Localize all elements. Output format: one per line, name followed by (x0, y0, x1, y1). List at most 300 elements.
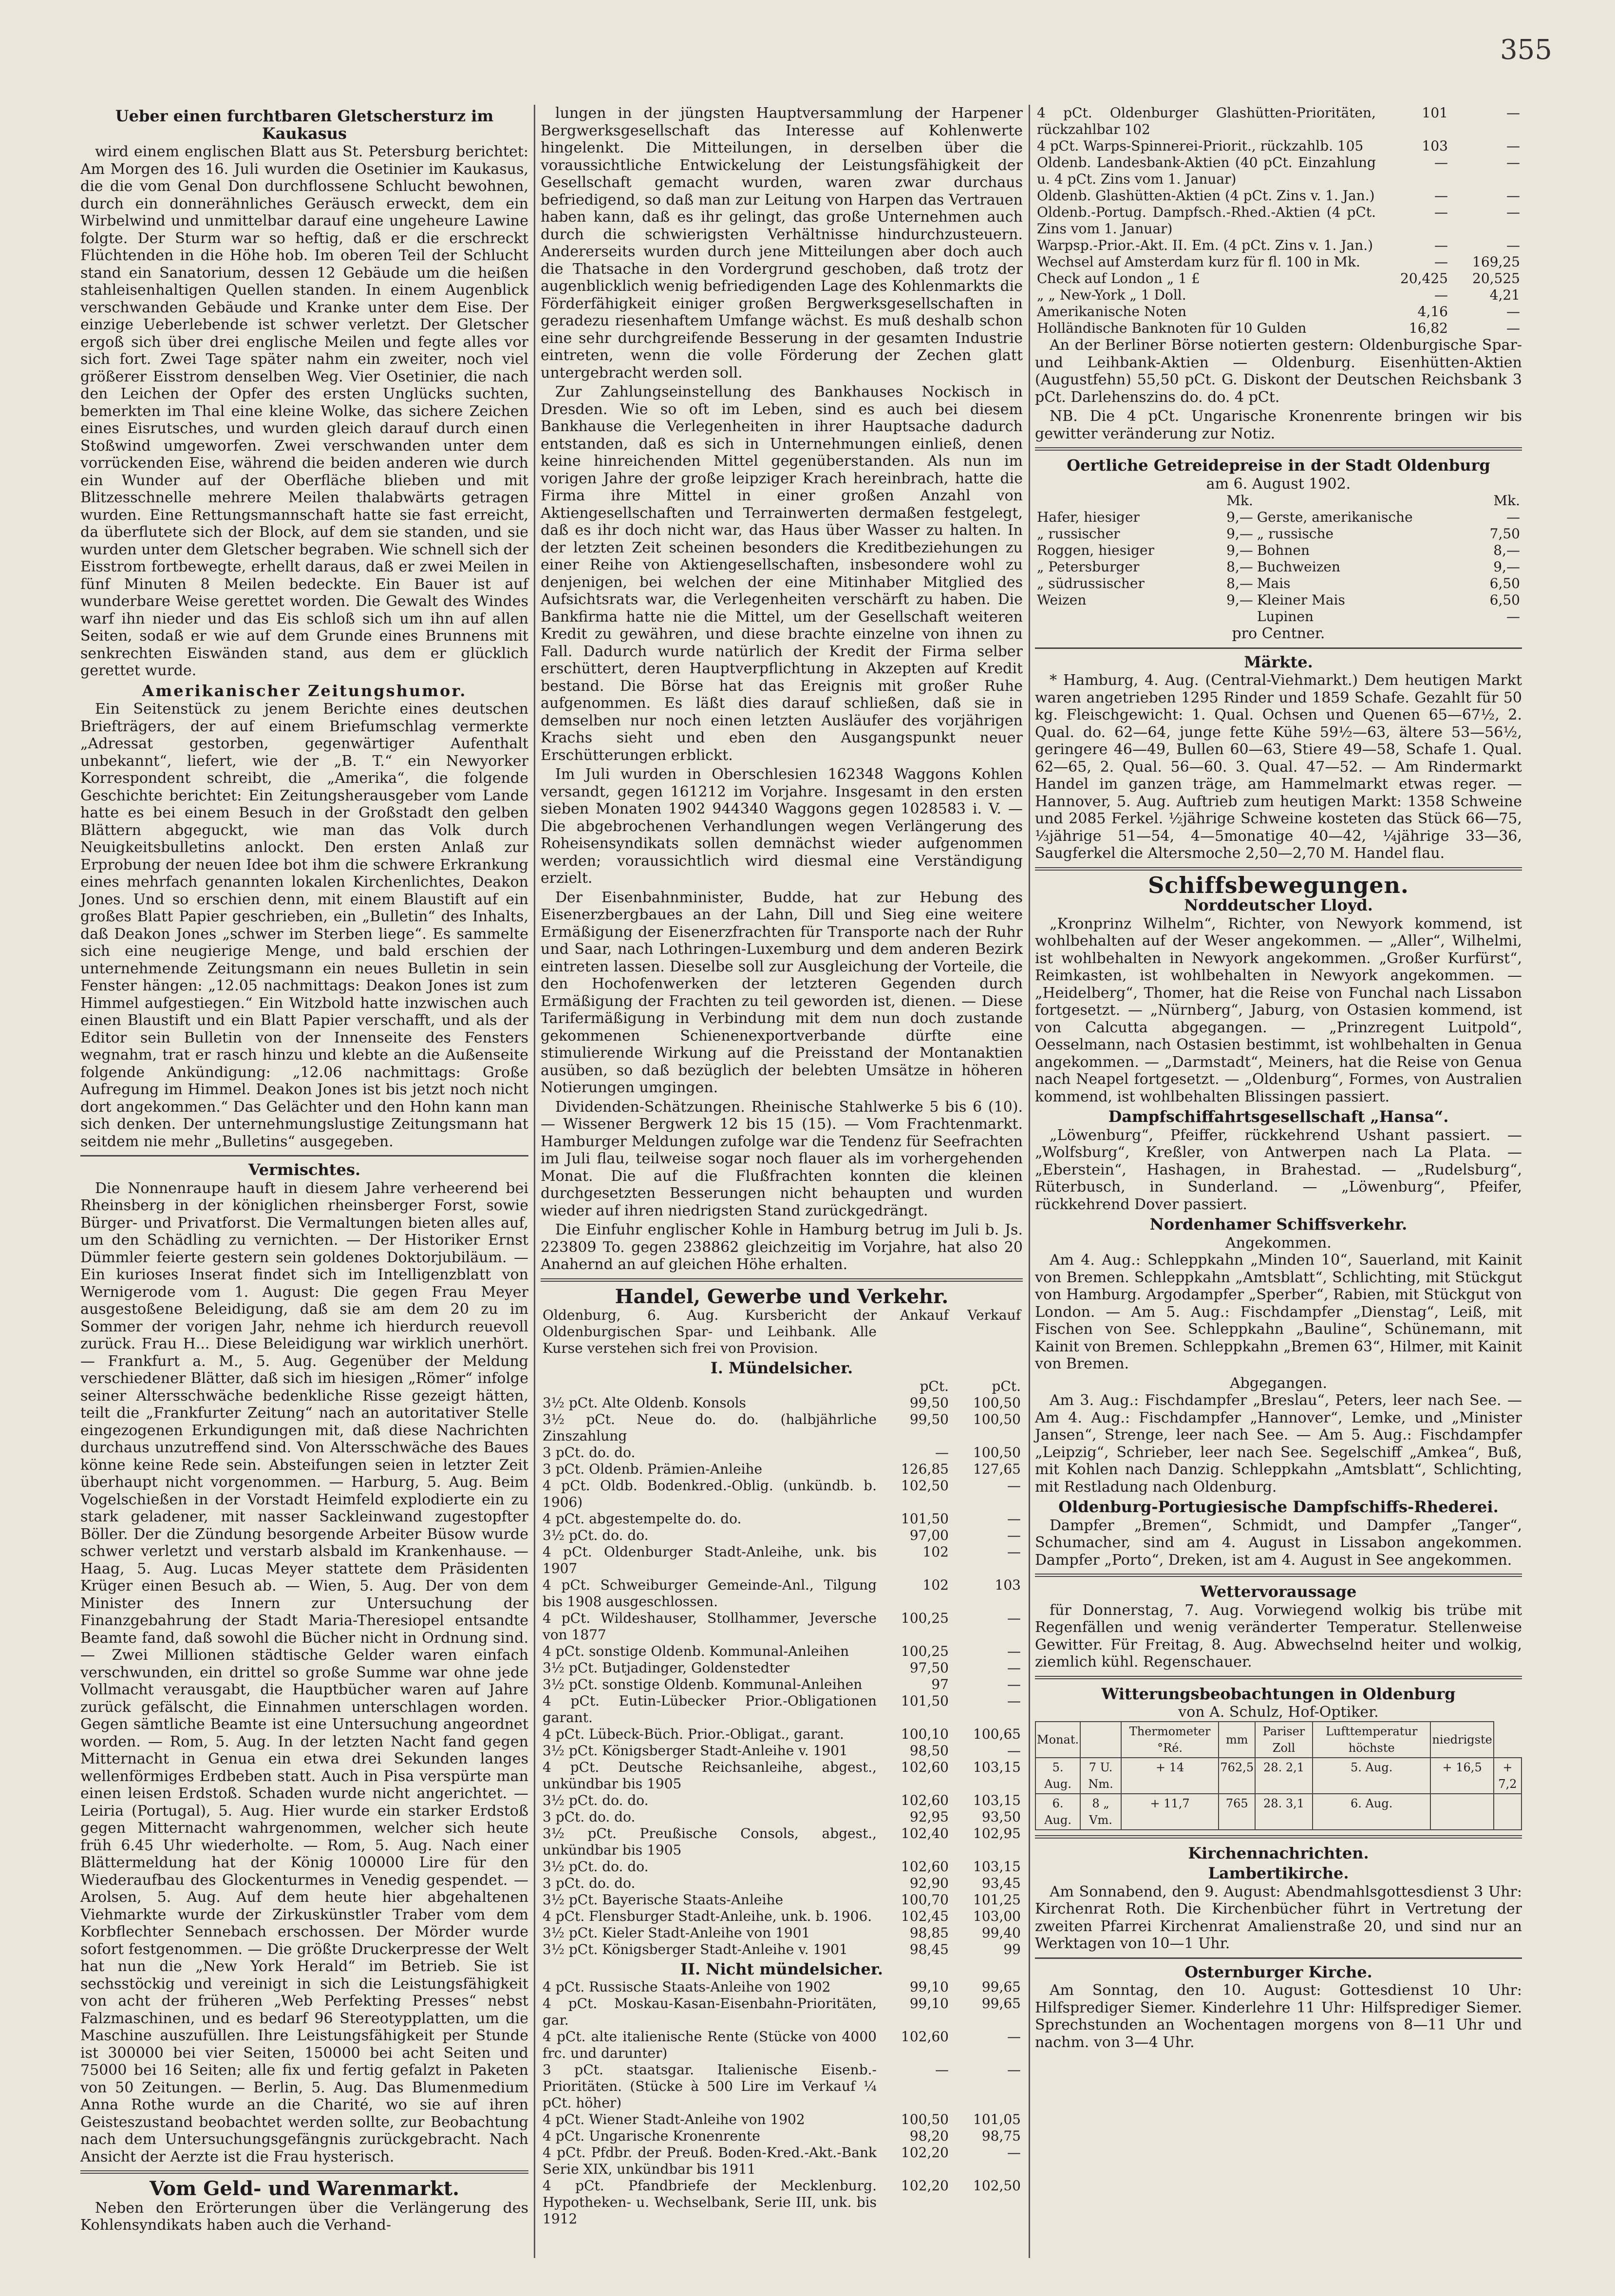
verkauf-price: 103 (995, 1576, 1021, 1593)
grain-row (1035, 608, 1522, 625)
grain-row (1035, 509, 1522, 526)
grain-name: Hafer, hiesiger (1037, 509, 1140, 525)
ankauf-price: 102 (922, 1576, 949, 1593)
divider (1035, 1957, 1522, 1959)
ankauf-price: 99,10 (909, 1979, 949, 1995)
ankauf-price: 102,50 (901, 1477, 949, 1494)
lamberti-headline: Lambertikirche. (1208, 1864, 1349, 1882)
quote-row (541, 1979, 1023, 1995)
ankauf-price: 99,50 (909, 1411, 949, 1427)
security-name: Warpsp.-Prior.-Akt. II. Em. (4 pCt. Zins v. 1. Jan.) (1037, 237, 1373, 253)
quote-row (541, 1444, 1023, 1461)
quote-row (541, 1743, 1023, 1759)
departed-article: Am 3. Aug.: Fischdampfer „Breslau“, Peters, leer nach See. — Am 4. Aug.: Fischdampfer „Hannover“, Lemke, und „Minister Jansen“, Strenge, leer nach See. — Am 5. Aug.: Fischdampfer „Leipzig“, Schrieber, leer nach See. Segelschiff „Amkea“, Buß, mit Kohlen nach Danzig. Schleppkahn „Amtsblatt“, Schlichting, mit Restladung nach Oldenburg. (1035, 1392, 1522, 1496)
quote-row (541, 1478, 1023, 1511)
weather-col-header: mm (1219, 1722, 1255, 1758)
grain-name: „ russischer (1037, 526, 1120, 542)
lamberti-article: Am Sonnabend, den 9. August: Abendmahlsgottesdienst 3 Uhr: Kirchenrat Roth. Die Kirchenbücher führt in Vertretung der zweiten Pfarrei Kirchenrat Amalienstraße 20, und sind nur an Werktagen von 10—1 Uhr. (1035, 1883, 1522, 1952)
quote-row (1035, 188, 1522, 204)
weather-col-header (1080, 1722, 1121, 1758)
grain-price: 7,50 (1489, 526, 1520, 542)
security-name: 4 pCt. abgestempelte do. do. (543, 1510, 742, 1527)
quote-row (541, 2178, 1023, 2227)
market-intro: Neben den Erörterungen über die Verlängerung des Kohlensyndikats haben auch die Verhand- (80, 2199, 528, 2234)
portug-article: Dampfer „Bremen“, Schmidt, und Dampfer „Tanger“, Schumacher, sind am 4. August in Lissabon angekommen. Dampfer „Porto“, Dreken, ist am 4. August in See angekommen. (1035, 1517, 1522, 1569)
weather-cell: + 7,2 (1494, 1758, 1521, 1794)
weather-headline: Wettervoraussage (1200, 1582, 1357, 1601)
bank-article: Zur Zahlungseinstellung des Bankhauses Nockisch in Dresden. Wie so oft im Leben, sind es auch bei diesem Bankhause die Verlegenheiten in ihrer Hauptsache dadurch entstanden, daß es sich in Unternehmungen einließ, denen keine hinreichenden Mittel gegenüberstanden. Als nun im vorigen Jahre der große leipziger Krach hereinbrach, hatte die Firma ihre Mittel in einer großen Anzahl von Aktiengesellschaften und Terrainwerten dermaßen festgelegt, daß es ihr doch nicht war, das Haus über Wasser zu halten. In der letzten Zeit scheinen besonders die Kreditbeziehungen zu einer Reihe von Aktiengesellschaften, insbesondere wohl zu denjenigen, bei welchen der eine Mitinhaber Mitglied des Aufsichtsrats war, die Verlegenheiten verschärft zu haben. Die Bankfirma hatte nie die Mittel, um der Gesellschaft weiteren Kredit zu gewähren, und diese brachte einzelne von ihnen zu Fall. Dadurch wurde natürlich der Kredit der Firma selber erschüttert, deren Hauptverpflichtung in Akzepten auf Kredit bestand. Die Börse hat das Ereignis mit großer Ruhe aufgenommen. Es läßt dies darauf schließen, daß sie in demselben nur noch einen letzten Ausläufer des vorjährigen Krachs sieht und eben den Ausgangspunkt neuer Erschütterungen erblickt. (541, 383, 1023, 764)
ankauf-price: — (935, 1444, 949, 1461)
ankauf-price: — (1434, 154, 1448, 171)
verkauf-price: 93,50 (981, 1808, 1021, 1825)
maerkte-headline: Märkte. (1244, 652, 1313, 671)
security-name: Check auf London „ 1 £ (1037, 270, 1200, 286)
weather-cell: 5. Aug. (1035, 1758, 1080, 1794)
ankauf-price: — (1434, 204, 1448, 220)
grain-name: Buchweizen (1257, 559, 1341, 575)
section-header: I. Mündelsicher. (710, 1359, 853, 1377)
grain-foot: pro Centner. (1232, 625, 1325, 642)
weather-col-header: Pariser Zoll (1255, 1722, 1313, 1758)
osternburg-article: Am Sonntag, den 10. August: Gottesdienst 10 Uhr: Hilfsprediger Siemer. Kinderlehre 11 Uhr: Hilfsprediger Siemer. Sprechstunden an Wochentagen morgens von 8—11 Uhr und nachm. von 3—4 Uhr. (1035, 1982, 1522, 2051)
security-name: 3½ pCt. sonstige Oldenb. Kommunal-Anleihen (543, 1676, 863, 1692)
quote-row (1035, 320, 1522, 337)
security-name: 4 pCt. Schweiburger Gemeinde-Anl., Tilgung bis 1908 ausgeschlossen. (543, 1576, 877, 1610)
column-divider (534, 105, 535, 2258)
security-name: 4 pCt. Russische Staats-Anleihe von 1902 (543, 1979, 831, 1995)
ankauf-price: 100,70 (901, 1891, 949, 1908)
market-headline: Vom Geld- und Warenmarkt. (149, 2177, 460, 2200)
weather-cell: 28. 3,1 (1255, 1794, 1313, 1830)
import-article: Die Einfuhr englischer Kohle in Hamburg betrug im Juli b. Js. 223809 To. gegen 238862 gleichzeitig im Vorjahre, hat also 20 Anahernd an auf gleichen Höhe erhalten. (541, 1221, 1023, 1273)
dividend-article: Dividenden-Schätzungen. Rheinische Stahlwerke 5 bis 6 (10). — Wissener Bergwerk 12 bis 15 (15). — Vom Frachtenmarkt. Hamburger Meldungen zufolge war die Tendenz für Seefrachten im Juli flau, teilweise sogar noch flauer als im vorhergehenden Monat. Die auf die Flußfrachten konnten die kleinen durchgesetzten Besserungen nicht behaupten und wurden wieder auf ihren niedrigsten Stand zurückgedrängt. (541, 1098, 1023, 1219)
verkauf-price: — (1506, 320, 1520, 336)
security-name: 4 pCt. Pfdbr. der Preuß. Boden-Kred.-Akt.-Bank Serie XIX, unkündbar bis 1911 (543, 2144, 877, 2177)
grain-price: 6,50 (1489, 592, 1520, 608)
ankauf-price: 98,45 (909, 1941, 949, 1957)
verkauf-price: 169,25 (1472, 254, 1520, 270)
ankauf-price: 100,10 (901, 1726, 949, 1742)
rail-article: Der Eisenbahnminister, Budde, hat zur Hebung des Eisenerzbergbaues an der Lahn, Dill und Sieg eine weitere Ermäßigung der Eisenerzfrachten für Transporte nach der Ruhr und Saar, nach Lothringen-Luxemburg und dem anderen Bezirk eintreten lassen. Dieselbe soll zur Ausgleichung der Vorteile, die den Hochofenwerken der letzteren Gegenden durch Ermäßigung der Frachten zu teil geworden ist, dienen. — Diese Tarifermäßigung in Verbindung mit dem nun doch zustande gekommenen Schienenexportverbande dürfte eine stimulierende Wirkung auf die Preisstand der Montanaktien ausüben, so daß bezüglich der belebten Umsätze in höheren Notierungen umgingen. (541, 889, 1023, 1096)
grain-name: Roggen, hiesiger (1037, 542, 1154, 558)
verkauf-price: — (1007, 2029, 1021, 2045)
grain-headline: Oertliche Getreidepreise in der Stadt Oldenburg (1067, 456, 1490, 474)
verkauf-price: — (1007, 2062, 1021, 2078)
verkauf-price: 100,65 (973, 1726, 1021, 1742)
ankauf-price: 126,85 (901, 1461, 949, 1477)
verkauf-price: — (1007, 1692, 1021, 1709)
page-number: 355 (1500, 34, 1552, 66)
observations-sub: von A. Schulz, Hof-Optiker. (1178, 1704, 1379, 1721)
weather-row (1035, 1794, 1521, 1830)
ankauf-price: 100,50 (901, 2111, 949, 2127)
security-name: Wechsel auf Amsterdam kurz für fl. 100 in Mk. (1037, 254, 1360, 270)
verkauf-price: — (1506, 188, 1520, 204)
security-name: 4 pCt. Wiener Stadt-Anleihe von 1902 (543, 2111, 805, 2127)
quote-row (541, 1825, 1023, 1859)
verkauf-price: — (1007, 1742, 1021, 1759)
ankauf-price: — (935, 2062, 949, 2078)
unit-header: Mk. (1226, 493, 1253, 509)
weather-cell: 7 U. Nm. (1080, 1758, 1121, 1794)
nb-note: NB. Die 4 pCt. Ungarische Kronenrente bringen wir bis gewitter veränderung zur Notiz. (1035, 408, 1522, 442)
quote-row (541, 2111, 1023, 2128)
grain-name: Mais (1257, 575, 1291, 591)
section-header: II. Nicht mündelsicher. (680, 1959, 883, 1978)
verkauf-price: 103,15 (973, 1792, 1021, 1808)
grain-table (1035, 493, 1522, 625)
quote-row (541, 1544, 1023, 1577)
verkauf-price: 102,50 (973, 2178, 1021, 2194)
quote-row (1035, 270, 1522, 287)
verkauf-price: 100,50 (973, 1411, 1021, 1427)
grain-row (1035, 575, 1522, 592)
pct-header: pCt. (992, 1378, 1021, 1394)
security-name: Oldenb. Glashütten-Aktien (4 pCt. Zins v. 1. Jan.) (1037, 188, 1375, 204)
grain-price: 9,— (1226, 592, 1253, 608)
quote-row (541, 1925, 1023, 1941)
ankauf-header: Ankauf (900, 1307, 949, 1323)
quote-row (1035, 105, 1522, 138)
security-name: 4 pCt. Deutsche Reichsanleihe, abgest., unkündbar bis 1905 (543, 1759, 877, 1792)
verkauf-price: 100,50 (973, 1444, 1021, 1461)
security-name: 3½ pCt. Butjadinger, Goldenstedter (543, 1659, 790, 1676)
grain-price: 9,— (1493, 559, 1520, 575)
lloyd-article: „Kronprinz Wilhelm“, Richter, von Newyork kommend, ist wohlbehalten auf der Weser angekommen. — „Aller“, Wilhelmi, ist wohlbehalten in Newyork angekommen. „Großer Kurfürst“, Reimkasten, ist wohlbehalten in Newyork angekommen. — „Heidelberg“, Thomer, hat die Reise von Funchal nach Lissabon fortgesetzt. — „Nürnberg“, Jaburg, von Ostasien kommend, ist von Calcutta abgegangen. — „Prinzregent Luitpold“, Oesselmann, nach Ostasien bestimmt, ist wohlbehalten in Genua angekommen. — „Darmstadt“, Meiners, hat die Reise von Genua nach Neapel fortgesetzt. — „Oldenburg“, Formes, von Australien kommend, ist wohlbehalten Blissingen passiert. (1035, 915, 1522, 1105)
grain-name: „ russische (1257, 526, 1334, 542)
ankauf-price: 97 (931, 1676, 949, 1692)
ankauf-price: 102,20 (901, 2178, 949, 2194)
ankauf-price: 100,25 (901, 1643, 949, 1659)
glacier-article: wird einem englischen Blatt aus St. Petersburg berichtet: Am Morgen des 16. Juli wurden die Osetinier im Kaukasus, die die vom Genal Don durchflossene Schlucht bewohnen, durch ein donnerähnliches Geräusch erweckt, dem ein Wirbelwind und unmittelbar darauf eine ungeheure Lawine folgte. Der Sturm war so heftig, daß er die erschreckt Flüchtenden in die Höhe hob. Im oberen Teil der Schlucht stand ein Sanatorium, dessen 12 Gebäude um die heißen stahleisenhaltigen Quellen standen. In einem Augenblick verschwanden Gebäude und Kranke unter dem Eise. Der einzige Ueberlebende ist schwer verletzt. Der Gletscher ergoß sich über drei englische Meilen und fegte alles vor sich fort. Zwei Tage später nahm ein zweiter, noch viel größerer Eisstrom denselben Weg. Vier Osetinier, die nach den Leichen der Opfer des ersten Unglücks suchten, bemerkten im Thal eine kleine Wolke, das sichere Zeichen eines Eisrutsches, und wurden gleich darauf durch einen Stoßwind umgeworfen. Zwei verschwanden unter dem vorrückenden Eise, während die beiden anderen wie durch ein Wunder auf der Oberfläche blieben und mit Blitzesschnelle mehrere Meilen thalabwärts getragen wurden. Eine Rettungsmannschaft hatte sie fast erreicht, da überflutete sich der Block, auf dem sie standen, und sie wurden unter dem Gletscher begraben. Wie schnell sich der Eisstrom fortbewegte, erhellt daraus, daß er zwei Meilen in fünf Minuten 8 Meilen bedeckte. Ein Bauer ist auf wunderbare Weise gerettet worden. Die Gewalt des Windes warf ihn nieder und das Eis schloß sich um ihn auf allen Seiten, sodaß er wie auf dem Grunde eines Brunnens mit senkrechten Eiswänden stand, aus dem er glücklich gerettet wurde. (80, 143, 528, 679)
hansa-article: „Löwenburg“, Pfeiffer, rückkehrend Ushant passiert. — „Wolfsburg“, Kreßler, von Antwerpen nach La Plata. — „Eberstein“, Hashagen, in Brahestad. — „Rudelsburg“, Rüterbusch, in Sunderland. — „Löwenburg“, Pfeifer, rückkehrend Dover passiert. (1035, 1126, 1522, 1213)
quote-row (541, 2062, 1023, 2111)
security-name: 4 pCt. Oldenburger Glashütten-Prioritäten, rückzahlbar 102 (1037, 105, 1376, 137)
glacier-headline: Ueber einen furchtbaren Gletschersturz im Kaukasus (115, 107, 494, 143)
security-name: 4 pCt. Eutin-Lübecker Prior.-Obligationen garant. (543, 1692, 877, 1726)
verkauf-price: 99,65 (981, 1979, 1021, 1995)
observations-headline: Witterungsbeobachtungen in Oldenburg (1101, 1684, 1456, 1703)
verkauf-price: — (1506, 237, 1520, 253)
lloyd-headline: Norddeutscher Lloyd. (1184, 896, 1373, 914)
verkauf-price: 99 (1003, 1941, 1021, 1957)
quote-row (541, 1875, 1023, 1892)
quote-row (541, 1995, 1023, 2029)
divider (541, 1278, 1023, 1283)
security-name: 3 pCt. do. do. (543, 1875, 636, 1891)
ankauf-price: 98,50 (909, 1742, 949, 1759)
weather-cell: 765 (1219, 1794, 1255, 1830)
grain-name: „ Petersburger (1037, 559, 1140, 575)
security-name: 3½ pCt. do. do. (543, 1792, 649, 1808)
quote-row (541, 1577, 1023, 1610)
weather-table (1035, 1721, 1522, 1830)
arrived-article: Am 4. Aug.: Schleppkahn „Minden 10“, Sauerland, mit Kainit von Bremen. Schleppkahn „Amtsblatt“, Schlichting, mit Stückgut von Hamburg. Argodampfer „Sperber“, Rabien, mit Stückgut von London. — Am 5. Aug.: Fischdampfer „Dienstag“, Leiß, mit Fischen von See. Schleppkahn „Bauline“, Schünemann, mit Kainit von Bremen. Schleppkahn „Bremen 63“, Hilmer, mit Kainit von Bremen. (1035, 1252, 1522, 1372)
quote-row (541, 1527, 1023, 1544)
portug-headline: Oldenburg-Portugiesische Dampfschiffs-Rhederei. (1058, 1498, 1499, 1516)
grain-row (1035, 542, 1522, 559)
weather-cell: 28. 2,1 (1255, 1758, 1313, 1794)
ankauf-price: 102,45 (901, 1908, 949, 1924)
security-name: 3 pCt. do. do. (543, 1444, 636, 1461)
verkauf-price: 102,95 (973, 1825, 1021, 1841)
verkauf-price: 99,40 (981, 1924, 1021, 1941)
security-name: 3½ pCt. Neue do. do. (halbjährliche Zinszahlung (543, 1411, 877, 1444)
security-name: 4 pCt. Oldenburger Stadt-Anleihe, unk. bis 1907 (543, 1543, 877, 1576)
bond-table-2 (541, 1979, 1023, 2227)
security-name: 3 pCt. do. do. (543, 1808, 636, 1825)
bond-table-1 (541, 1378, 1023, 1958)
ankauf-price: 100,25 (901, 1610, 949, 1626)
weather-row (1035, 1758, 1521, 1794)
misc-headline: Vermischtes. (248, 1160, 361, 1179)
grain-name: Gerste, amerikanische (1257, 509, 1413, 525)
ankauf-price: 99,50 (909, 1394, 949, 1411)
weather-cell: + 16,5 (1430, 1758, 1493, 1794)
verkauf-price: — (1007, 1527, 1021, 1543)
ankauf-price: 4,16 (1417, 304, 1448, 320)
verkauf-price: — (1007, 1543, 1021, 1560)
security-name: 3½ pCt. Kieler Stadt-Anleihe von 1901 (543, 1924, 810, 1941)
ankauf-price: 97,00 (909, 1527, 949, 1543)
weather-cell: + 11,7 (1121, 1794, 1219, 1830)
security-name: Amerikanische Noten (1037, 304, 1187, 320)
maerkte-article: * Hamburg, 4. Aug. (Central-Viehmarkt.) Dem heutigen Markt waren angetrieben 1295 Rinder und 1859 Schafe. Gezahlt für 50 kg. Fleischgewicht: 1. Qual. Ochsen und Quenen 65—67½, 2. Qual. do. 62—64, junge fette Kühe 59½—63, ältere 53—56½, geringere 46—49, Bullen 60—63, Stiere 49—58, Schafe 1. Qual. 62—65, 2. Qual. 56—60. 3. Qual. 47—52. — Am Rindermarkt Handel im ganzen träge, am Hammelmarkt etwas reger. — Hannover, 5. Aug. Auftrieb zum heutigen Markt: 1358 Schweine und 2085 Ferkel. ½jährige Schweine kosteten das Stück 66—75, ⅓jährige 51—54, 4—5monatige 40—42, ¼jährige 33—36, Saugferkel die Altersmoche 2,50—2,70 M. Handel flau. (1035, 672, 1522, 862)
ankauf-price: 103 (1422, 138, 1448, 154)
verkauf-price: 4,21 (1489, 287, 1520, 303)
quote-row (541, 1461, 1023, 1478)
quote-row (541, 1676, 1023, 1693)
security-name: Oldenb.-Portug. Dampfsch.-Rhed.-Aktien (4 pCt. Zins vom 1. Januar) (1037, 204, 1376, 237)
grain-price: 8,— (1493, 542, 1520, 558)
weather-col-header: Thermometer °Ré. (1121, 1722, 1219, 1758)
humor-article: Ein Seitenstück zu jenem Berichte eines deutschen Briefträgers, der auf einem Briefumschlag vermerkte „Adressat gestorben, gegenwärtiger Aufenthalt unbekannt“, liefert, wie der „B. T.“ ein Newyorker Korrespondent schreibt, die „Amerika“, die folgende Geschichte berichtet: Ein Zeitungsherausgeber vom Lande hatte es bei einem Besuch in der Großstadt den gelben Blättern abgeguckt, wie man das Volk durch Neuigkeitsbulletins anlockt. Den ersten Anlaß zur Erprobung der neuen Idee bot ihm die schwere Erkrankung eines mehrfach genannten lokalen Kirchenlichtes, Deakon Jones. Und so erschien denn, mit einem Blaustift auf ein großes Blatt Papier geschrieben, ein „Bulletin“ des Inhalts, daß Deakon Jones „schwer im Sterben liege“. Es sammelte sich eine neugierige Menge, und bald erschien der unternehmende Zeitungsmann ein neues Bulletin in sein Fenster hängen: „12.05 nachmittags: Deakon Jones ist zum Himmel aufgestiegen.“ Ein Witzbold hatte inzwischen auch einen Blaustift und ein Blatt Papier verschafft, und als der Editor sein Bulletin von der Innenseite des Fensters wegnahm, trat er rasch hinzu und klebte an die Außenseite folgende Ankündigung: „12.06 nachmittags: Große Aufregung im Himmel. Deakon Jones ist bis jetzt noch nicht dort angekommen.“ Das Gelächter und den Hohn kann man sich denken. Der unternehmungslustige Zeitungsmann hat seitdem nie mehr „Bulletins“ ausgegeben. (80, 701, 528, 1150)
quote-row (541, 1693, 1023, 1726)
ankauf-price: 101,50 (901, 1510, 949, 1527)
weather-col-header: niedrigste (1430, 1722, 1493, 1758)
quote-row (541, 1726, 1023, 1743)
ankauf-price: 102,60 (901, 2029, 949, 2045)
trade-intro: Oldenburg, 6. Aug. Kursbericht der Oldenburgischen Spar- und Leihbank. Alle Kurse verstehen sich frei von Provision. (543, 1307, 877, 1356)
grain-price: 6,50 (1489, 575, 1520, 591)
verkauf-price: — (1007, 1510, 1021, 1527)
security-name: 3 pCt. staatsgar. Italienische Eisenb.-Prioritäten. (Stücke à 500 Lire im Verkauf ¼ pCt. höher) (543, 2062, 877, 2111)
quote-row (541, 2029, 1023, 2062)
ankauf-price: 92,95 (909, 1808, 949, 1825)
grain-name: Kleiner Mais (1257, 592, 1345, 608)
security-name: 3½ pCt. Preußische Consols, abgest., unkündbar bis 1905 (543, 1825, 877, 1858)
weather-cell: + 14 (1121, 1758, 1219, 1794)
quote-row (541, 1908, 1023, 1925)
weather-article: für Donnerstag, 7. Aug. Vorwiegend wolkig bis trübe mit Regenfällen und wenig veränderter Temperatur. Stellenweise Gewitter. Für Freitag, 8. Aug. Abwechselnd heiter und wolkig, ziemlich kühl. Regenschauer. (1035, 1601, 1522, 1670)
verkauf-price: — (1506, 204, 1520, 220)
quote-row (1035, 237, 1522, 254)
ankauf-price: 97,50 (909, 1659, 949, 1676)
verkauf-price: — (1007, 2144, 1021, 2161)
misc-article: Die Nonnenraupe hauft in diesem Jahre verheerend bei Rheinsberg in der königlichen rheinsberger Forst, sowie Bürger- und Privatforst. Die Vermaltungen bieten alles auf, um den Schädling zu vernichten. — Der Historiker Ernst Dümmler feierte gestern sein goldenes Doktorjubiläum. — Ein kurioses Inserat findet sich im Intelligenzblatt von Wernigerode vom 1. August: Die gegen Frau Meyer ausgestoßene Beleidigung, daß sie am dem 20 zu im Sommer der vorigen Jahr, nehme ich hierdurch reuevoll zurück. Frau H... Diese Beleidigung war wirklich unerhört. — Frankfurt a. M., 5. Aug. Gegenüber der Meldung verschiedener Blätter, daß sich im hiesigen „Römer“ infolge seiner Altersschwäche bedenkliche Risse gezeigt hätten, teilt die „Frankfurter Zeitung“ nach an autoritativer Stelle eingezogenen Erkundigungen mit, daß diese Nachrichten durchaus unzutreffend sind. Von Altersschwäche des Baues könne keine Rede sein. Absteifungen seien in letzter Zeit überhaupt nicht vorgenommen. — Harburg, 5. Aug. Beim Vogelschießen in der Vorstadt Heimfeld explodierte ein zu stark geladener, mit nasser Sackleinwand zugestopfter Böller. Der die Zündung besorgende Arbeiter Büsow wurde schwer verletzt und verstarb alsbald im Krankenhause. — Haag, 5. Aug. Lucas Meyer stattete dem Präsidenten Krüger einen Besuch ab. — Wien, 5. Aug. Der von dem Minister des Innern zur Untersuchung der Finanzgebahrung der Stadt Maria-Theresiopel entsandte Beamte fand, daß sowohl die Bücher nicht in Ordnung sind. — Zwei Millionen städtische Gelder waren einfach verschwunden, ein drittel so große Summe war ohne jede Vollmacht verausgabt, die Hauptbücher waren auf Jahre zurück gefälscht, die Einnahmen unterschlagen worden. Gegen sämtliche Beamte ist eine Untersuchung angeordnet worden. — Rom, 5. Aug. In der letzten Nacht fand gegen Mitternacht in Genua ein etwa drei Sekunden langes wellenförmiges Erdbeben statt. Auch in Pisa verspürte man einen leisen Erdstoß. Schaden wurde nicht angerichtet. — Leiria (Portugal), 5. Aug. Hier wurde ein starker Erdstoß gegen Mitternacht wahrgenommen, welcher sich heute früh 6.45 Uhr wiederholte. — Rom, 5. Aug. Nach einer Blättermeldung hat der König 100000 Lire für den Wiederaufbau des Glockenturmes in Venedig gespendet. — Arolsen, 5. Aug. Auf dem heute hier abgehaltenen Viehmarkte wurde der Zirkuskünstler Traber vom dem Korbflechter Sennebach erschossen. Der Mörder wurde sofort festgenommen. — Die größte Druckerpresse der Welt hat nun die „New York Herald“ im Betrieb. Sie ist sechsstöckig und vereinigt in sich die Leistungsfähigkeit von acht der früheren „Web Perfekting Presses“ nebst Falzmaschinen, und es bedarf 96 Stereotypplatten, um die Maschine auszufüllen. Ihre Leistungsfähigkeit per Stunde ist 300000 bei vier Seiten, 150000 bei acht Seiten und 75000 bei 16 Seiten; alle fix und fertig gefalzt in Paketen von 50 Zeitungen. — Berlin, 5. Aug. Das Blumenmedium Anna Rothe wurde an die Charité, wo sie auf ihren Geisteszustand beobachtet werden sollte, zur Beobachtung nach dem Untersuchungsgefängnis zurückgebracht. Nach Ansicht der Aerzte ist die Frau hysterisch. (80, 1179, 528, 2165)
quote-header (541, 1307, 1023, 1357)
verkauf-price: — (1007, 1676, 1021, 1692)
humor-headline: Amerikanischer Zeitungshumor. (142, 681, 467, 700)
quote-row (541, 1892, 1023, 1908)
osternburg-headline: Osternburger Kirche. (1184, 1962, 1372, 1981)
security-name: „ „ New-York „ 1 Doll. (1037, 287, 1186, 303)
quote-row (1035, 154, 1522, 188)
verkauf-price: — (1007, 1477, 1021, 1494)
pct-header: pCt. (920, 1378, 949, 1394)
verkauf-price: 127,65 (973, 1461, 1021, 1477)
divider (80, 1155, 528, 1157)
grain-row (1035, 526, 1522, 542)
ships-headline: Schiffsbewegungen. (1148, 872, 1409, 898)
berlin-note: An der Berliner Börse notierten gestern: Oldenburgische Spar- und Leihbank-Aktien — Oldenburg. Eisenhütten-Aktien (Augustfehn) 55,50 pCt. G. Diskont der Deutschen Reichsbank 3 pCt. Darlehenszins do. do. 4 pCt. (1035, 337, 1522, 406)
weather-cell: 6. Aug. (1035, 1794, 1080, 1830)
unit-header: Mk. (1493, 493, 1520, 509)
security-name: 4 pCt. alte italienische Rente (Stücke von 4000 frc. und darunter) (543, 2029, 877, 2061)
ankauf-price: 101 (1422, 105, 1448, 121)
ankauf-price: 102,60 (901, 1792, 949, 1808)
verkauf-header: Verkauf (967, 1307, 1021, 1323)
ankauf-price: 102,60 (901, 1858, 949, 1875)
quote-row (1035, 304, 1522, 320)
verkauf-price: 20,525 (1472, 270, 1520, 286)
quote-row (541, 1792, 1023, 1809)
grain-price: 9,— (1226, 542, 1253, 558)
grain-name: „ südrussischer (1037, 575, 1145, 591)
ankauf-price: 16,82 (1408, 320, 1448, 336)
security-name: 4 pCt. Flensburger Stadt-Anleihe, unk. b. 1906. (543, 1908, 872, 1924)
security-name: 4 pCt. Ungarische Kronenrente (543, 2128, 760, 2144)
trade-headline: Handel, Gewerbe und Verkehr. (615, 1285, 949, 1308)
divider (1035, 447, 1522, 452)
grain-price: 8,— (1226, 559, 1253, 575)
verkauf-price: — (1007, 1643, 1021, 1659)
security-name: 3½ pCt. do. do. (543, 1527, 649, 1543)
grain-row (1035, 559, 1522, 575)
security-name: 3 pCt. Oldenb. Prämien-Anleihe (543, 1461, 763, 1477)
grain-price: — (1506, 509, 1520, 525)
ankauf-price: 98,20 (909, 2128, 949, 2144)
ankauf-price: 92,90 (909, 1875, 949, 1891)
verkauf-price: 98,75 (981, 2128, 1021, 2144)
quote-row (541, 1411, 1023, 1444)
grain-price (1183, 608, 1255, 625)
divider (1035, 1835, 1522, 1840)
quote-row (1035, 204, 1522, 237)
column-divider (1029, 105, 1030, 2258)
verkauf-price: 103,00 (973, 1908, 1021, 1924)
quote-row (541, 1660, 1023, 1676)
weather-col-header: Lufttemperatur höchste (1313, 1722, 1430, 1758)
ankauf-price: — (1434, 188, 1448, 204)
verkauf-price: 93,45 (981, 1875, 1021, 1891)
security-name: 4 pCt. Moskau-Kasan-Eisenbahn-Prioritäten, gar. (543, 1995, 877, 2028)
nordenham-headline: Nordenhamer Schiffsverkehr. (1149, 1215, 1408, 1233)
weather-cell: 762,5 (1219, 1758, 1255, 1794)
quote-row (541, 2144, 1023, 2178)
divider (1035, 867, 1522, 872)
verkauf-price: — (1506, 154, 1520, 171)
ankauf-price: 98,85 (909, 1924, 949, 1941)
ankauf-price: 102,20 (901, 2144, 949, 2161)
security-name: 4 pCt. Wildeshauser, Stollhammer, Jeversche von 1877 (543, 1610, 877, 1643)
verkauf-price: — (1007, 1659, 1021, 1676)
grain-row (1035, 592, 1522, 608)
verkauf-price: — (1506, 105, 1520, 121)
coal-article: Im Juli wurden in Oberschlesien 162348 Waggons Kohlen versandt, gegen 161212 im Vorjahre. Insgesamt in den ersten sieben Monaten 1902 944340 Waggons gegen 1028583 i. V. — Die abgebrochenen Verhandlungen wegen Verlängerung des Roheisensyndikats sollen demnächst wieder aufgenommen werden; voraussichtlich wird diesmal eine Verständigung erzielt. (541, 766, 1023, 887)
harpen-article: lungen in der jüngsten Hauptversammlung der Harpener Bergwerksgesellschaft das Interesse auf Kohlenwerte hingelenkt. Die Mitteilungen, in derselben über die voraussichtliche Entwickelung der Leistungsfähigkeit der Gesellschaft gemacht wurden, waren zwar durchaus befriedigend, so daß man zur Leitung von Harpen das Vertrauen haben kann, daß es ihr gelingt, das große Unternehmen auch durch die schwierigsten Verhältnisse hindurchzusteuern. Andererseits wurden durch jene Mitteilungen aber doch auch die Thatsache in den Vordergrund geschoben, daß trotz der augenblicklich wenig befriedigenden Lage des Kohlenmarkts die Förderfähigkeit einiger großen Bergwerksgesellschaften in geradezu riesenhaftem Umfange wächst. Es muß deshalb schon eine sehr durchgreifende Besserung in der gesamten Industrie eintreten, wenn die volle Förderung der Zechen glatt untergebracht werden soll. (541, 105, 1023, 381)
weather-cell (1494, 1794, 1521, 1830)
divider (1035, 1574, 1522, 1578)
grain-name (1035, 608, 1183, 625)
ankauf-price: 102,40 (901, 1825, 949, 1841)
grain-price: 9,— (1226, 509, 1253, 525)
weather-cell: 8 „ Vm. (1080, 1794, 1121, 1830)
stock-table (1035, 105, 1522, 337)
security-name: Oldenb. Landesbank-Aktien (40 pCt. Einzahlung u. 4 pCt. Zins vom 1. Januar) (1037, 154, 1376, 187)
security-name: 3½ pCt. Bayerische Staats-Anleihe (543, 1891, 784, 1908)
security-name: 3½ pCt. Königsberger Stadt-Anleihe v. 1901 (543, 1941, 848, 1957)
quote-row (1035, 254, 1522, 270)
verkauf-price: 103,15 (973, 1858, 1021, 1875)
ankauf-price: 20,425 (1400, 270, 1448, 286)
column-1 (80, 105, 528, 2236)
verkauf-price: 100,50 (973, 1394, 1021, 1411)
security-name: 4 pCt. Warps-Spinnerei-Priorit., rückzahlb. 105 (1037, 138, 1364, 154)
departed-subhead: Abgegangen. (1229, 1374, 1328, 1392)
hansa-headline: Dampfschiffahrtsgesellschaft „Hansa“. (1108, 1107, 1449, 1126)
ankauf-price: 102 (922, 1543, 949, 1560)
verkauf-price: 101,05 (973, 2111, 1021, 2127)
quote-row (541, 1809, 1023, 1825)
church-headline: Kirchennachrichten. (1188, 1843, 1369, 1862)
verkauf-price: 101,25 (973, 1891, 1021, 1908)
verkauf-price: 99,65 (981, 1995, 1021, 2011)
quote-row (541, 1941, 1023, 1958)
grain-name: Bohnen (1257, 542, 1310, 558)
ankauf-price: 99,10 (909, 1995, 949, 2011)
grain-price: — (1506, 608, 1520, 625)
quote-row (541, 1511, 1023, 1527)
quote-row (541, 2128, 1023, 2144)
weather-cell: 6. Aug. (1313, 1794, 1430, 1830)
security-name: 4 pCt. Pfandbriefe der Mecklenburg. Hypotheken- u. Wechselbank, Serie III, unk. bis 1912 (543, 2178, 877, 2227)
grain-name: Lupinen (1257, 608, 1314, 625)
quote-row (1035, 138, 1522, 154)
grain-price: 9,— (1226, 526, 1253, 542)
grain-date: am 6. August 1902. (1206, 475, 1351, 493)
ankauf-price: — (1434, 237, 1448, 253)
grain-name: Weizen (1037, 592, 1087, 608)
weather-col-header: Monat. (1035, 1722, 1080, 1758)
quote-row (541, 1643, 1023, 1660)
divider (1035, 1676, 1522, 1681)
security-name: 3½ pCt. Königsberger Stadt-Anleihe v. 1901 (543, 1742, 848, 1759)
divider (1035, 647, 1522, 649)
ankauf-price: 101,50 (901, 1692, 949, 1709)
weather-cell (1430, 1794, 1493, 1830)
verkauf-price: — (1506, 138, 1520, 154)
security-name: 3½ pCt. do. do. (543, 1858, 649, 1875)
arrived-subhead: Angekommen. (1225, 1234, 1332, 1252)
security-name: 3½ pCt. Alte Oldenb. Konsols (543, 1394, 746, 1411)
security-name: Holländische Banknoten für 10 Gulden (1037, 320, 1307, 336)
column-2 (541, 105, 1023, 2227)
quote-row (541, 1610, 1023, 1643)
security-name: 4 pCt. Oldb. Bodenkred.-Oblig. (unkündb. b. 1906) (543, 1477, 877, 1510)
security-name: 4 pCt. Lübeck-Büch. Prior.-Obligat., garant. (543, 1726, 844, 1742)
quote-row (1035, 287, 1522, 304)
